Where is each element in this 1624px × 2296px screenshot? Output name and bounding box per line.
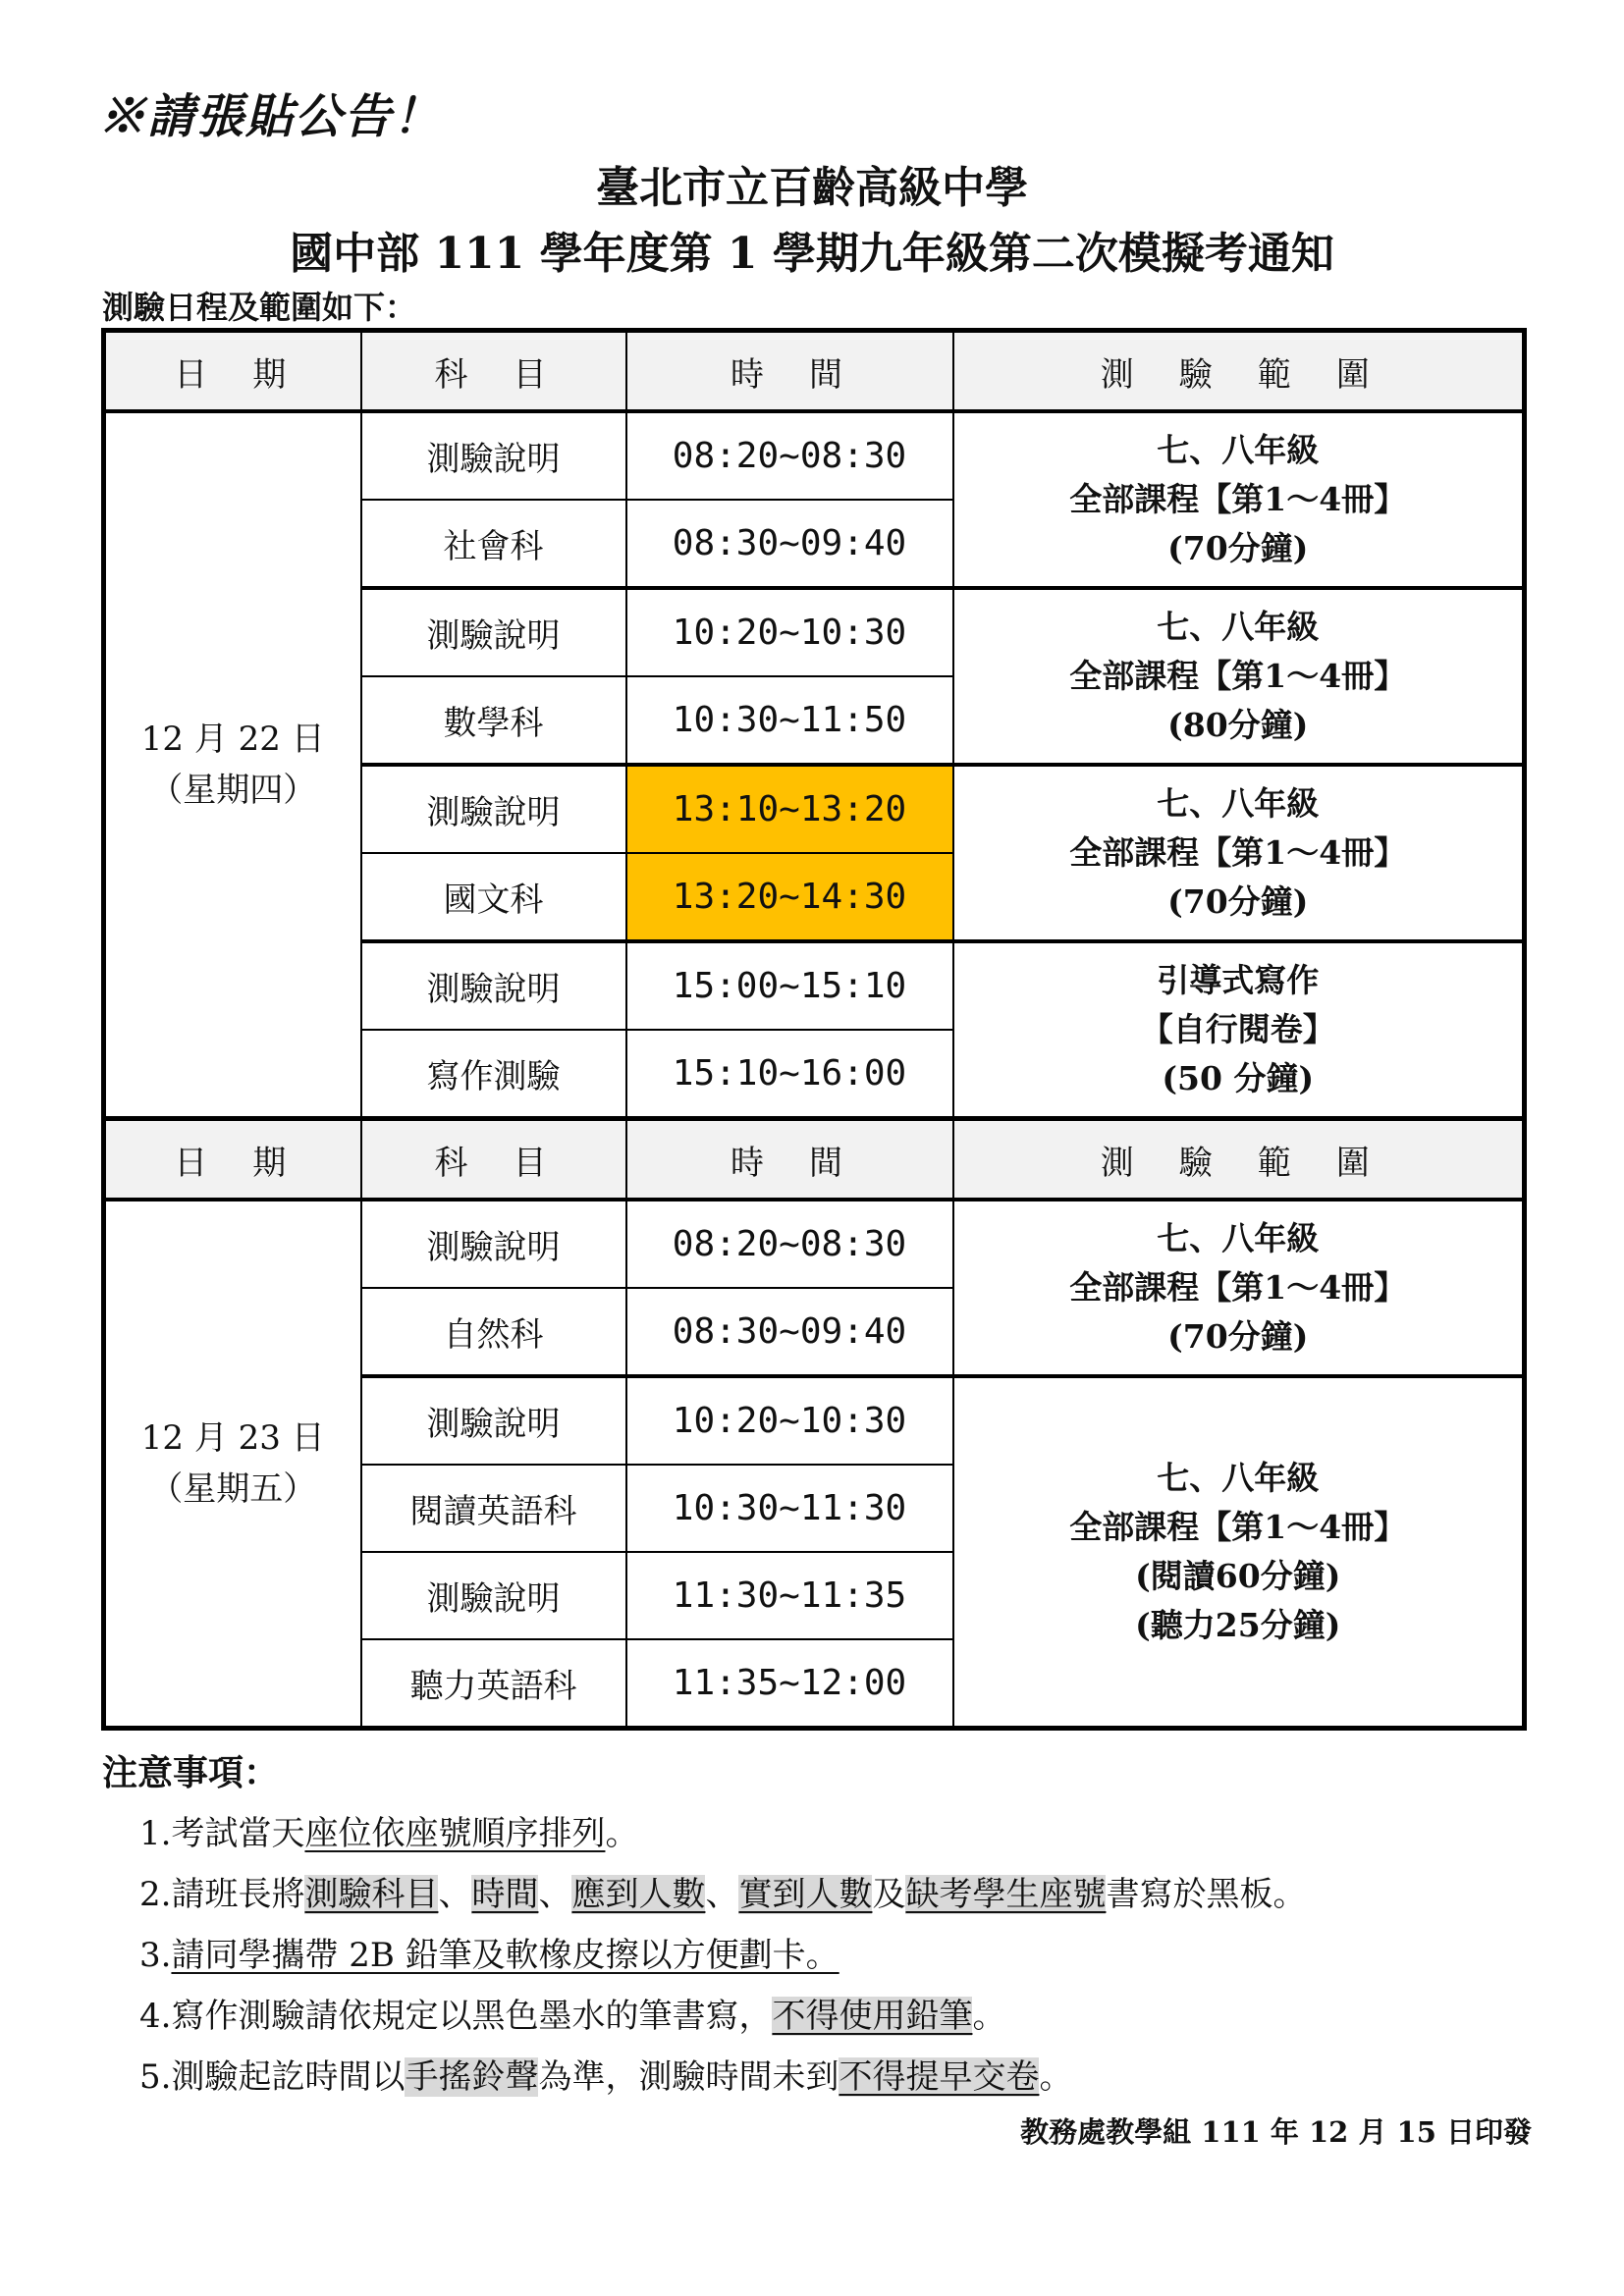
notes-title: 注意事項： <box>102 1752 280 1793</box>
exam-title: 國中部 111 學年度第 1 學期九年級第二次模擬考通知 <box>290 229 1334 279</box>
time-cell: 15:00~15:10 <box>626 941 953 1030</box>
scope-cell <box>953 588 1525 765</box>
subject-cell: 寫作測驗 <box>361 1030 626 1119</box>
scope-line: 全部課程【第1～4冊】 <box>1069 833 1407 872</box>
subject-cell: 國文科 <box>361 853 626 941</box>
subject-cell: 閱讀英語科 <box>361 1465 626 1552</box>
scope-line: (50 分鐘) <box>1162 1059 1315 1097</box>
note-text: 、 <box>438 1875 472 1914</box>
note-underline: 缺考學生座號 <box>905 1875 1107 1914</box>
note-4 <box>139 1989 1005 2037</box>
scope-line: 全部課程【第1～4冊】 <box>1069 1508 1407 1546</box>
scope-line: (70分鐘) <box>1167 529 1309 567</box>
note-5 <box>139 2050 1072 2098</box>
time-cell: 08:30~09:40 <box>626 500 953 588</box>
exam-schedule-table <box>101 328 1527 1731</box>
time-cell: 11:30~11:35 <box>626 1552 953 1639</box>
note-underline: 應到人數 <box>571 1875 706 1914</box>
subject-cell: 數學科 <box>361 676 626 765</box>
note-underline: 實到人數 <box>738 1875 873 1914</box>
school-name: 臺北市立百齡高級中學 <box>596 163 1028 213</box>
scope-line: 全部課程【第1～4冊】 <box>1069 1268 1407 1307</box>
note-underline: 測驗科目 <box>304 1875 439 1914</box>
scope-cell <box>953 765 1525 941</box>
scope-line: 七、八年級 <box>1157 784 1320 823</box>
scope-line: 引導式寫作 <box>1157 961 1320 999</box>
time-cell: 10:20~10:30 <box>626 588 953 676</box>
table-row <box>104 1200 1525 1288</box>
table-row <box>104 411 1525 500</box>
time-cell: 10:30~11:30 <box>626 1465 953 1552</box>
note-text: 2.請班長將 <box>139 1875 305 1914</box>
note-text: 5.測驗起訖時間以 <box>139 2057 406 2097</box>
header-scope: 測 驗 範 圍 <box>953 331 1525 412</box>
time-cell: 10:30~11:50 <box>626 676 953 765</box>
time-cell: 08:20~08:30 <box>626 411 953 500</box>
scope-line: 七、八年級 <box>1157 608 1320 646</box>
note-underline: 請同學攜帶 2B 鉛筆及軟橡皮擦以方便劃卡。 <box>171 1936 839 1975</box>
note-shaded: 手搖鈴聲 <box>405 2057 539 2097</box>
scope-cell <box>953 411 1525 588</box>
note-text: 為準，測驗時間未到 <box>538 2057 839 2097</box>
scope-line: (80分鐘) <box>1167 706 1309 744</box>
note-text: 、 <box>538 1875 572 1914</box>
day1-date: 12 月 22 日 <box>140 720 325 759</box>
subject-cell: 測驗說明 <box>361 1552 626 1639</box>
time-cell: 10:20~10:30 <box>626 1376 953 1465</box>
note-text: 1.考試當天 <box>139 1814 305 1853</box>
scope-line: (70分鐘) <box>1167 882 1309 921</box>
subject-cell: 測驗說明 <box>361 588 626 676</box>
scope-line: 七、八年級 <box>1157 1219 1320 1257</box>
time-cell: 08:30~09:40 <box>626 1288 953 1376</box>
header-date: 日 期 <box>104 331 361 412</box>
scope-line: 七、八年級 <box>1157 1459 1320 1497</box>
notice-tag: ※請張貼公告！ <box>98 89 443 144</box>
subject-cell: 測驗說明 <box>361 1200 626 1288</box>
note-1 <box>139 1806 638 1854</box>
note-text: 。 <box>605 1814 639 1853</box>
note-underline: 時間 <box>471 1875 539 1914</box>
issue-footer: 教務處教學組 111 年 12 月 15 日印發 <box>1020 2115 1532 2149</box>
day2-date-cell <box>104 1200 361 1729</box>
table-header-row <box>104 331 1525 412</box>
note-underline: 不得使用鉛筆 <box>772 1997 973 2036</box>
subject-cell: 測驗說明 <box>361 765 626 853</box>
note-text: 3. <box>139 1936 172 1975</box>
subject-cell: 測驗說明 <box>361 941 626 1030</box>
header-date: 日 期 <box>104 1119 361 1201</box>
day2-weekday: （星期五） <box>149 1469 317 1509</box>
subject-cell: 測驗說明 <box>361 1376 626 1465</box>
day1-weekday: （星期四） <box>149 771 317 810</box>
scope-line: (閱讀60分鐘) <box>1135 1557 1341 1595</box>
day1-date-cell <box>104 411 361 1119</box>
schedule-intro: 測驗日程及範圍如下： <box>102 289 417 326</box>
scope-line: (70分鐘) <box>1167 1317 1309 1356</box>
table-header-row <box>104 1119 1525 1201</box>
header-time: 時 間 <box>626 1119 953 1201</box>
subject-cell: 社會科 <box>361 500 626 588</box>
scope-cell <box>953 941 1525 1119</box>
scope-line: 七、八年級 <box>1157 431 1320 469</box>
scope-cell <box>953 1376 1525 1729</box>
note-text: 書寫於黑板。 <box>1106 1875 1307 1914</box>
note-underline: 不得提早交卷 <box>839 2057 1040 2097</box>
scope-line: 全部課程【第1～4冊】 <box>1069 657 1407 695</box>
header-subject: 科 目 <box>361 331 626 412</box>
note-text: 。 <box>972 1997 1006 2036</box>
time-cell: 15:10~16:00 <box>626 1030 953 1119</box>
scope-line: 全部課程【第1～4冊】 <box>1069 480 1407 518</box>
time-cell-highlighted: 13:10~13:20 <box>626 765 953 853</box>
note-text: 、 <box>705 1875 739 1914</box>
scope-line: (聽力25分鐘) <box>1135 1606 1341 1644</box>
header-subject: 科 目 <box>361 1119 626 1201</box>
scope-line: 【自行閱卷】 <box>1140 1010 1335 1048</box>
scope-cell <box>953 1200 1525 1376</box>
time-cell: 11:35~12:00 <box>626 1639 953 1729</box>
subject-cell: 測驗說明 <box>361 411 626 500</box>
note-2 <box>139 1867 1306 1915</box>
note-3 <box>139 1928 839 1976</box>
note-text: 及 <box>872 1875 906 1914</box>
subject-cell: 聽力英語科 <box>361 1639 626 1729</box>
header-time: 時 間 <box>626 331 953 412</box>
time-cell-highlighted: 13:20~14:30 <box>626 853 953 941</box>
note-text: 4.寫作測驗請依規定以黑色墨水的筆書寫， <box>139 1997 773 2036</box>
header-scope: 測 驗 範 圍 <box>953 1119 1525 1201</box>
day2-date: 12 月 23 日 <box>140 1418 325 1458</box>
time-cell: 08:20~08:30 <box>626 1200 953 1288</box>
note-underline: 座位依座號順序排列 <box>304 1814 606 1853</box>
subject-cell: 自然科 <box>361 1288 626 1376</box>
note-text: 。 <box>1039 2057 1073 2097</box>
